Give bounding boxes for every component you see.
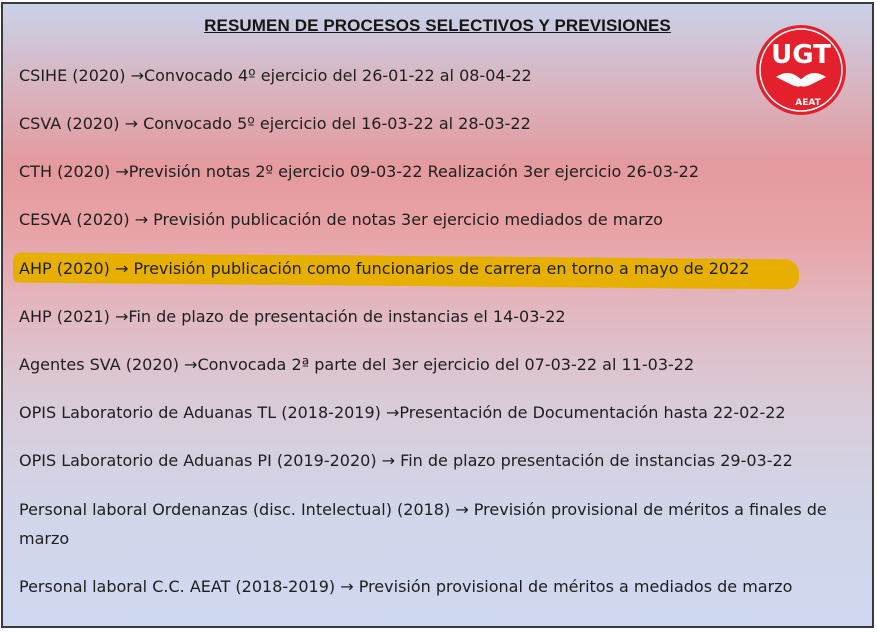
process-name: OPIS Laboratorio de Aduanas PI (2019-2020) (19, 451, 382, 470)
list-item (19, 307, 566, 327)
process-detail: Previsión notas 2º ejercicio 09-03-22 Realización 3er ejercicio 26-03-22 (128, 162, 700, 181)
logo-sub-text: AEAT (795, 98, 821, 108)
process-name: CESVA (2020) (19, 210, 135, 229)
process-name: CSVA (2020) (19, 114, 125, 133)
process-detail: Previsión provisional de méritos a finales de marzo (19, 500, 827, 548)
arrow-right-icon: → (455, 500, 469, 519)
process-detail: Convocada 2ª parte del 3er ejercicio del 07-03-22 al 11-03-22 (197, 355, 695, 374)
list-item (19, 66, 532, 86)
arrow-right-icon: → (115, 162, 129, 181)
process-name: Personal laboral Ordenanzas (disc. Intelectual) (2018) (19, 500, 456, 519)
logo-main-text: UGT (771, 40, 831, 70)
arrow-right-icon: → (115, 259, 129, 278)
list-item (19, 210, 663, 230)
process-detail: Convocado 4º ejercicio del 26-01-22 al 08-04-22 (143, 66, 532, 85)
list-item (19, 451, 793, 471)
process-detail: Fin de plazo presentación de instancias 29-03-22 (395, 451, 793, 470)
process-detail: Previsión provisional de méritos a mediados de marzo (353, 577, 793, 596)
process-name: OPIS Laboratorio de Aduanas TL (2018-2019) (19, 403, 386, 422)
process-name: CSIHE (2020) (19, 66, 131, 85)
process-detail: Fin de plazo de presentación de instancias el 14-03-22 (128, 307, 566, 326)
list-item (19, 355, 694, 375)
arrow-right-icon: → (134, 210, 149, 229)
process-name: Agentes SVA (2020) (19, 355, 185, 374)
process-name: AHP (2020) (19, 259, 115, 278)
arrow-right-icon: → (115, 307, 129, 326)
arrow-right-icon: → (184, 355, 198, 374)
process-detail: Presentación de Documentación hasta 22-02-22 (399, 403, 786, 422)
list-item (19, 162, 699, 182)
process-detail: Previsión publicación de notas 3er ejercicio mediados de marzo (148, 210, 663, 229)
list-item (19, 403, 786, 423)
document-title: RESUMEN DE PROCESOS SELECTIVOS Y PREVISIONES (204, 16, 671, 35)
process-name: CTH (2020) (19, 162, 116, 181)
process-detail: Previsión publicación como funcionarios de carrera en torno a mayo de 2022 (128, 259, 750, 278)
process-name: Personal laboral C.C. AEAT (2018-2019) (19, 577, 341, 596)
process-name: AHP (2021) (19, 307, 115, 326)
list-item (19, 495, 857, 553)
process-detail: Convocado 5º ejercicio del 16-03-22 al 28-03-22 (137, 114, 531, 133)
list-item (19, 577, 792, 597)
document-card (1, 2, 874, 628)
arrow-right-icon: → (340, 577, 354, 596)
arrow-right-icon: → (130, 66, 144, 85)
arrow-right-icon: → (385, 403, 400, 422)
arrow-right-icon: → (381, 451, 396, 470)
list-item (19, 114, 531, 134)
arrow-right-icon: → (124, 114, 138, 133)
ugt-logo (754, 23, 848, 117)
list-item-highlighted (19, 259, 749, 279)
